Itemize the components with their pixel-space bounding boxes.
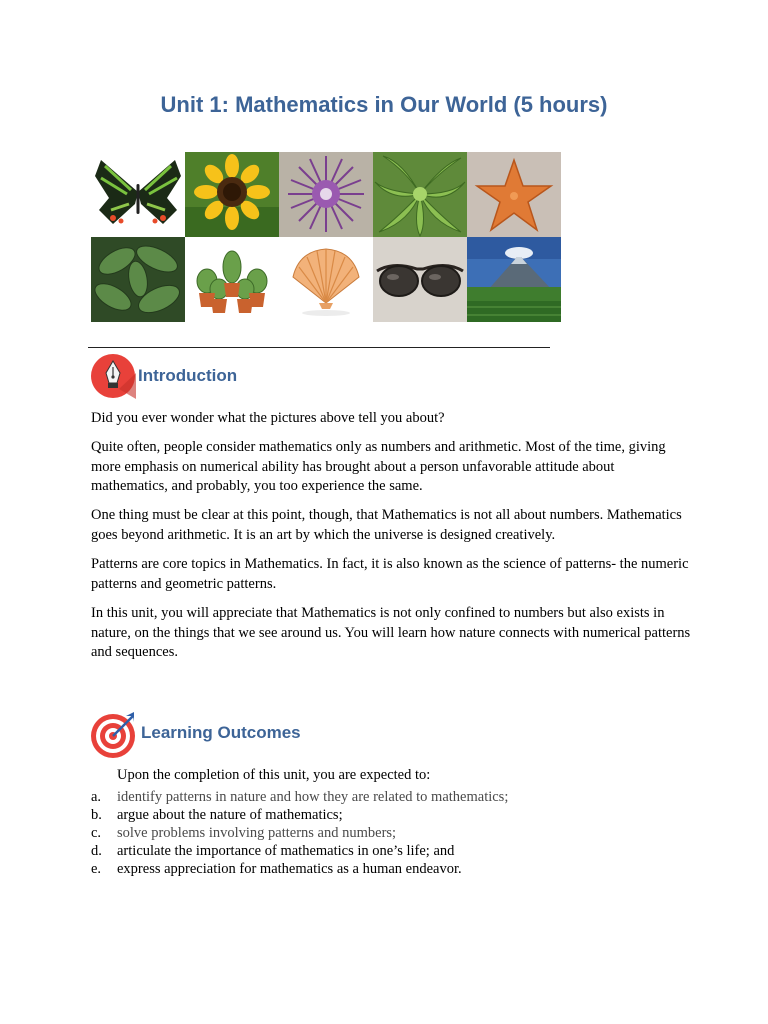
learning-outcomes-lead: Upon the completion of this unit, you are expected to: (117, 767, 431, 783)
fountain-pen-icon (90, 353, 136, 399)
list-item (91, 842, 508, 860)
cacti-image (185, 237, 279, 322)
list-marker: a. (91, 789, 102, 805)
list-marker: e. (91, 861, 102, 877)
list-item-text: articulate the importance of mathematics in one’s life; and (117, 843, 455, 859)
list-item-text: identify patterns in nature and how they are related to mathematics; (117, 789, 509, 805)
introduction-paragraph: In this unit, you will appreciate that Mathematics is not only confined to numbers but also exists in nature, on the things that we see around us. You will learn how nature connects with numerical patterns and sequences. (91, 605, 691, 660)
introduction-question: Did you ever wonder what the pictures above tell you about? (91, 410, 445, 426)
seashell-image (279, 237, 373, 322)
sunflower-image (185, 152, 279, 237)
cacti-photo-icon (185, 237, 279, 322)
sea-urchin-image (279, 152, 373, 237)
list-marker: d. (91, 843, 102, 859)
introduction-paragraph: Patterns are core topics in Mathematics. In fact, it is also known as the science of patterns- the numeric patterns and geometric patterns. (91, 556, 689, 592)
starfish-photo-icon (467, 152, 561, 237)
sunglasses-photo-icon (373, 237, 467, 322)
volcano-image (467, 237, 561, 322)
leaves-image (91, 237, 185, 322)
sunglasses-image (373, 237, 467, 322)
sea-urchin-photo-icon (279, 152, 373, 237)
list-item (91, 824, 508, 842)
spiral-aloe-photo-icon (373, 152, 467, 237)
list-marker: c. (91, 825, 102, 841)
introduction-paragraph: One thing must be clear at this point, though, that Mathematics is not all about numbers. Mathematics goes beyond arithmetic. It is an art by which the universe is designed creatively. (91, 507, 682, 543)
butterfly-photo-icon (91, 152, 185, 237)
introduction-heading: Introduction (138, 366, 238, 385)
list-item-text: argue about the nature of mathematics; (117, 807, 343, 823)
starfish-image (467, 152, 561, 237)
spiral-aloe-image (373, 152, 467, 237)
target-icon (90, 710, 140, 760)
list-marker: b. (91, 807, 102, 823)
list-item-text: express appreciation for mathematics as a human endeavor. (117, 861, 462, 877)
page-title: Unit 1: Mathematics in Our World (5 hours) (160, 92, 608, 117)
leaves-photo-icon (91, 237, 185, 322)
introduction-paragraph: Quite often, people consider mathematics only as numbers and arithmetic. Most of the time, giving more emphasis on numerical ability has brought about a person unfavorable attitude about mathematics, and probably, you too experience the same. (91, 439, 666, 494)
nature-image-gallery (91, 152, 561, 322)
list-item (91, 806, 508, 824)
butterfly-image (91, 152, 185, 237)
volcano-photo-icon (467, 237, 561, 322)
sunflower-photo-icon (185, 152, 279, 237)
learning-outcomes-list (91, 788, 508, 878)
section-divider (88, 347, 550, 348)
learning-outcomes-heading: Learning Outcomes (141, 723, 301, 742)
seashell-photo-icon (279, 237, 373, 322)
list-item-text: solve problems involving patterns and numbers; (117, 825, 397, 841)
list-item (91, 788, 508, 806)
list-item (91, 860, 508, 878)
